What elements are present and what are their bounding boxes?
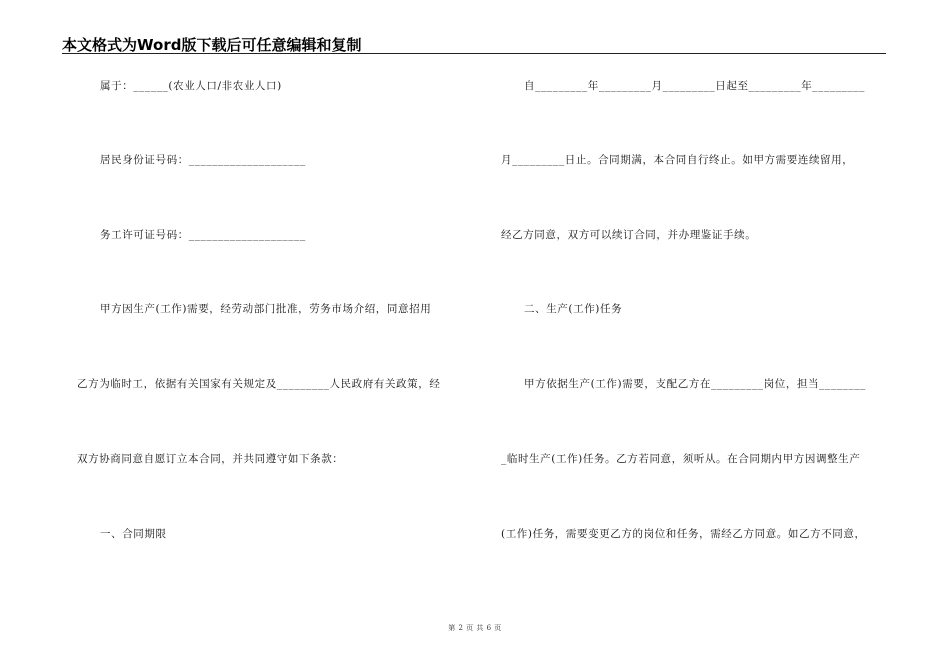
- right-line-2: 月_________日止。合同期满，本合同自行终止。如甲方需要连续留用，: [501, 154, 854, 166]
- left-line-4: 甲方因生产(工作)需要，经劳动部门批准，劳务市场介绍，同意招用: [100, 303, 432, 315]
- left-line-5: 乙方为临时工，依据有关国家有关规定及_________人民政府有关政策，经: [77, 378, 441, 390]
- document-header-title: 本文格式为Word版下载后可任意编辑和复制: [62, 36, 362, 54]
- right-line-3: 经乙方同意，双方可以续订合同，并办理鉴证手续。: [501, 229, 757, 241]
- right-line-5: 甲方依据生产(工作)需要，支配乙方在_________岗位，担当________: [524, 378, 866, 390]
- left-line-6: 双方协商同意自愿订立本合同，并共同遵守如下条款：: [77, 453, 344, 465]
- section-heading-contract-term: 一、合同期限: [100, 528, 167, 540]
- left-line-1: 属于：______(农业人口/非农业人口): [100, 80, 282, 92]
- page-number: 第 2 页 共 6 页: [448, 624, 502, 632]
- left-line-3: 务工许可证号码：____________________: [100, 229, 306, 241]
- header-divider: [62, 53, 886, 54]
- left-line-2: 居民身份证号码：____________________: [100, 154, 306, 166]
- right-line-7: (工作)任务，需要变更乙方的岗位和任务，需经乙方同意。如乙方不同意，: [501, 528, 866, 540]
- section-heading-production-task: 二、生产(工作)任务: [524, 303, 623, 315]
- right-line-1: 自_________年_________月_________日起至_________年_________: [524, 80, 865, 92]
- right-line-6: _临时生产(工作)任务。乙方若同意，须听从。在合同期内甲方因调整生产: [501, 453, 861, 465]
